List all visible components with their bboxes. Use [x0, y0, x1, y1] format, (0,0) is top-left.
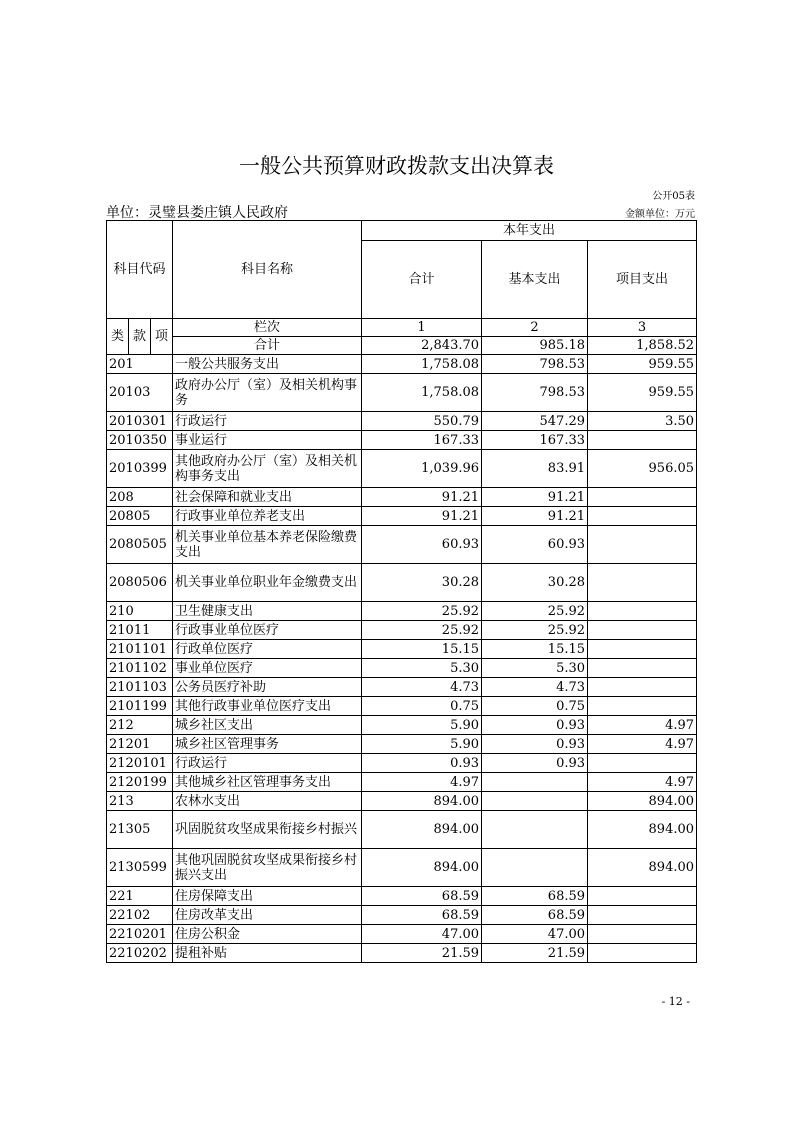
- row-name: 机关事业单位职业年金缴费支出: [173, 564, 362, 602]
- row-total: 4.73: [362, 678, 482, 697]
- row-total: 47.00: [362, 925, 482, 944]
- row-total: 0.93: [362, 754, 482, 773]
- row-name: 住房公积金: [173, 925, 362, 944]
- header-project: 项目支出: [588, 241, 697, 319]
- row-basic: 798.53: [482, 355, 588, 374]
- row-total: 5.90: [362, 716, 482, 735]
- column-index-2: 2: [482, 319, 588, 337]
- row-basic: 5.30: [482, 659, 588, 678]
- row-code: 20805: [107, 507, 173, 526]
- row-project: [588, 925, 697, 944]
- column-index-label: 栏次: [173, 319, 362, 337]
- row-code: 2010301: [107, 412, 173, 431]
- row-code: 2210201: [107, 925, 173, 944]
- row-project: [588, 602, 697, 621]
- row-code: 22102: [107, 906, 173, 925]
- row-basic: 15.15: [482, 640, 588, 659]
- row-name: 行政事业单位医疗: [173, 621, 362, 640]
- row-basic: 68.59: [482, 906, 588, 925]
- row-basic: 0.93: [482, 735, 588, 754]
- page-number: - 12 -: [661, 995, 690, 1008]
- table-row: [107, 925, 697, 944]
- row-total: 4.97: [362, 773, 482, 792]
- row-basic: 167.33: [482, 431, 588, 450]
- table-row: [107, 507, 697, 526]
- row-name: 住房改革支出: [173, 906, 362, 925]
- row-total: 30.28: [362, 564, 482, 602]
- row-name: 其他政府办公厅（室）及相关机构事务支出: [173, 450, 362, 488]
- row-basic: 83.91: [482, 450, 588, 488]
- row-project: [588, 621, 697, 640]
- row-code: 221: [107, 887, 173, 906]
- row-code: 21305: [107, 811, 173, 849]
- row-code: 2080505: [107, 526, 173, 564]
- row-total: 68.59: [362, 887, 482, 906]
- table-row: [107, 431, 697, 450]
- row-total: 60.93: [362, 526, 482, 564]
- row-code: 2101199: [107, 697, 173, 716]
- row-total: 25.92: [362, 621, 482, 640]
- row-code: 2130599: [107, 849, 173, 887]
- row-name: 城乡社区管理事务: [173, 735, 362, 754]
- row-code: 2101102: [107, 659, 173, 678]
- row-project: 4.97: [588, 716, 697, 735]
- table-row: [107, 678, 697, 697]
- row-code: 21011: [107, 621, 173, 640]
- row-total: 91.21: [362, 507, 482, 526]
- row-basic: 21.59: [482, 944, 588, 963]
- row-total: 1,758.08: [362, 355, 482, 374]
- table-row: [107, 621, 697, 640]
- header-total: 合计: [362, 241, 482, 319]
- row-total: 894.00: [362, 792, 482, 811]
- row-project: [588, 944, 697, 963]
- row-project: [588, 526, 697, 564]
- table-row: [107, 906, 697, 925]
- amount-unit: 金额单位：万元: [625, 209, 695, 220]
- row-total: 894.00: [362, 811, 482, 849]
- row-basic: [482, 811, 588, 849]
- row-total: 15.15: [362, 640, 482, 659]
- row-project: [588, 697, 697, 716]
- row-basic: 47.00: [482, 925, 588, 944]
- row-project: 4.97: [588, 773, 697, 792]
- row-total: 68.59: [362, 906, 482, 925]
- row-project: [588, 507, 697, 526]
- row-basic: 25.92: [482, 621, 588, 640]
- row-project: 4.97: [588, 735, 697, 754]
- row-basic: [482, 792, 588, 811]
- row-total: 5.90: [362, 735, 482, 754]
- row-code: 2010399: [107, 450, 173, 488]
- row-code: 2120101: [107, 754, 173, 773]
- row-project: [588, 678, 697, 697]
- row-project: 3.50: [588, 412, 697, 431]
- row-basic: 798.53: [482, 374, 588, 412]
- row-basic: 0.93: [482, 754, 588, 773]
- header-kuan: 款: [129, 319, 151, 355]
- table-row: [107, 526, 697, 564]
- row-name: 公务员医疗补助: [173, 678, 362, 697]
- row-code: 21201: [107, 735, 173, 754]
- row-basic: 91.21: [482, 488, 588, 507]
- row-name: 社会保障和就业支出: [173, 488, 362, 507]
- table-row: [107, 640, 697, 659]
- header-subject-name: 科目名称: [173, 221, 362, 319]
- total-row-total: 2,843.70: [362, 337, 482, 355]
- row-project: 894.00: [588, 792, 697, 811]
- total-row-basic: 985.18: [482, 337, 588, 355]
- row-project: [588, 659, 697, 678]
- row-code: 2080506: [107, 564, 173, 602]
- table-row: [107, 811, 697, 849]
- total-row-project: 1,858.52: [588, 337, 697, 355]
- column-index-1: 1: [362, 319, 482, 337]
- row-basic: 0.75: [482, 697, 588, 716]
- row-total: 894.00: [362, 849, 482, 887]
- row-total: 1,758.08: [362, 374, 482, 412]
- row-basic: 60.93: [482, 526, 588, 564]
- reporting-unit: 单位：灵璧县娄庄镇人民政府: [106, 205, 288, 221]
- row-project: 894.00: [588, 811, 697, 849]
- row-name: 事业单位医疗: [173, 659, 362, 678]
- row-total: 1,039.96: [362, 450, 482, 488]
- table-row: [107, 773, 697, 792]
- form-number: 公开05表: [652, 191, 695, 202]
- total-row-label: 合计: [173, 337, 362, 355]
- table-row: [107, 792, 697, 811]
- row-code: 213: [107, 792, 173, 811]
- table-row: [107, 887, 697, 906]
- row-name: 一般公共服务支出: [173, 355, 362, 374]
- row-project: 959.55: [588, 355, 697, 374]
- row-name: 行政事业单位养老支出: [173, 507, 362, 526]
- header-current-year: 本年支出: [362, 221, 697, 241]
- row-name: 行政运行: [173, 754, 362, 773]
- row-basic: [482, 773, 588, 792]
- table-row: [107, 564, 697, 602]
- row-code: 2120199: [107, 773, 173, 792]
- expenditure-table: [106, 220, 697, 963]
- row-code: 210: [107, 602, 173, 621]
- row-basic: [482, 849, 588, 887]
- row-total: 25.92: [362, 602, 482, 621]
- table-row: [107, 944, 697, 963]
- table-row: [107, 697, 697, 716]
- header-xiang: 项: [151, 319, 173, 355]
- row-project: [588, 640, 697, 659]
- row-name: 巩固脱贫攻坚成果衔接乡村振兴: [173, 811, 362, 849]
- table-row: [107, 849, 697, 887]
- table-row: [107, 735, 697, 754]
- table-row: [107, 412, 697, 431]
- row-code: 201: [107, 355, 173, 374]
- row-total: 550.79: [362, 412, 482, 431]
- row-total: 5.30: [362, 659, 482, 678]
- row-project: [588, 887, 697, 906]
- report-title: 一般公共预算财政拨款支出决算表: [239, 154, 554, 178]
- table-row: [107, 355, 697, 374]
- row-project: [588, 564, 697, 602]
- row-name: 其他城乡社区管理事务支出: [173, 773, 362, 792]
- row-project: [588, 906, 697, 925]
- table-row: [107, 450, 697, 488]
- row-basic: 30.28: [482, 564, 588, 602]
- row-name: 卫生健康支出: [173, 602, 362, 621]
- row-basic: 25.92: [482, 602, 588, 621]
- row-name: 行政单位医疗: [173, 640, 362, 659]
- row-name: 农林水支出: [173, 792, 362, 811]
- row-total: 21.59: [362, 944, 482, 963]
- row-name: 事业运行: [173, 431, 362, 450]
- header-basic: 基本支出: [482, 241, 588, 319]
- row-name: 机关事业单位基本养老保险缴费支出: [173, 526, 362, 564]
- row-project: 956.05: [588, 450, 697, 488]
- column-index-3: 3: [588, 319, 697, 337]
- row-code: 2010350: [107, 431, 173, 450]
- row-project: 894.00: [588, 849, 697, 887]
- row-basic: 91.21: [482, 507, 588, 526]
- table-row: [107, 602, 697, 621]
- row-code: 2101101: [107, 640, 173, 659]
- row-basic: 68.59: [482, 887, 588, 906]
- row-total: 0.75: [362, 697, 482, 716]
- header-lei: 类: [107, 319, 129, 355]
- row-name: 其他巩固脱贫攻坚成果衔接乡村振兴支出: [173, 849, 362, 887]
- row-name: 住房保障支出: [173, 887, 362, 906]
- row-basic: 0.93: [482, 716, 588, 735]
- row-name: 提租补贴: [173, 944, 362, 963]
- row-code: 2101103: [107, 678, 173, 697]
- row-total: 91.21: [362, 488, 482, 507]
- row-code: 20103: [107, 374, 173, 412]
- row-code: 2210202: [107, 944, 173, 963]
- row-name: 城乡社区支出: [173, 716, 362, 735]
- row-project: 959.55: [588, 374, 697, 412]
- row-code: 212: [107, 716, 173, 735]
- table-row: [107, 716, 697, 735]
- table-row: [107, 659, 697, 678]
- table-row: [107, 488, 697, 507]
- header-subject-code: 科目代码: [107, 221, 173, 319]
- row-name: 其他行政事业单位医疗支出: [173, 697, 362, 716]
- row-name: 政府办公厅（室）及相关机构事务: [173, 374, 362, 412]
- row-project: [588, 488, 697, 507]
- table-row: [107, 374, 697, 412]
- row-basic: 4.73: [482, 678, 588, 697]
- row-name: 行政运行: [173, 412, 362, 431]
- row-project: [588, 754, 697, 773]
- row-project: [588, 431, 697, 450]
- table-row: [107, 754, 697, 773]
- row-total: 167.33: [362, 431, 482, 450]
- row-code: 208: [107, 488, 173, 507]
- row-basic: 547.29: [482, 412, 588, 431]
